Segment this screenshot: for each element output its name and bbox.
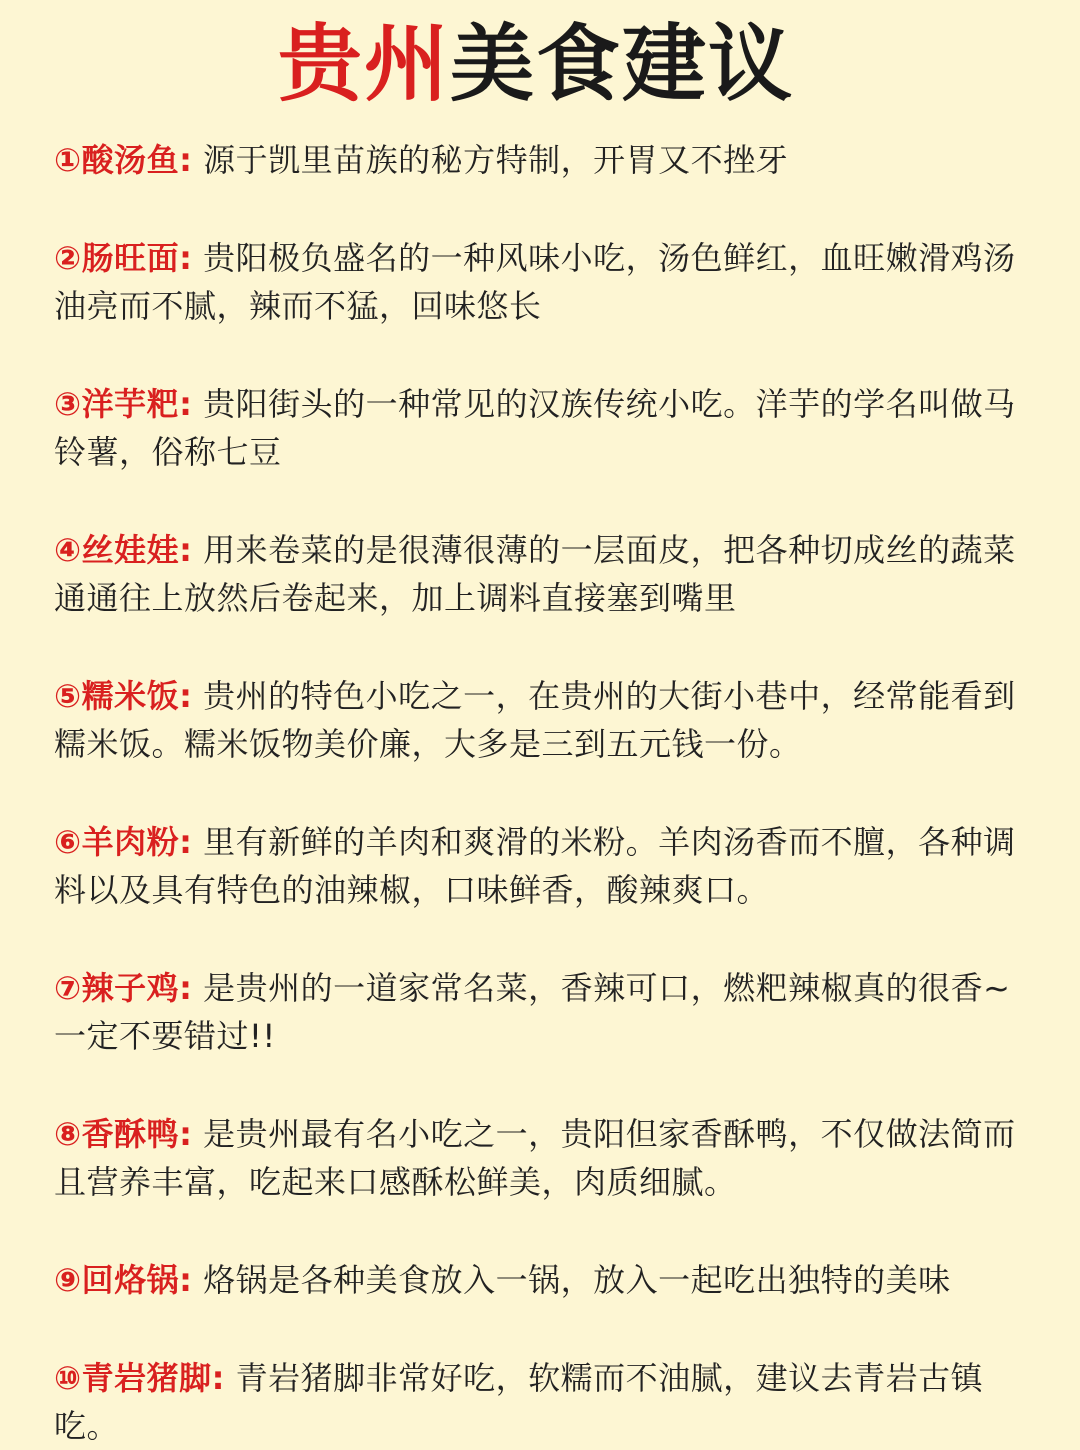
food-item-description: 烙锅是各种美食放入一锅，放入一起吃出独特的美味 (203, 1261, 951, 1299)
food-item-9 (54, 1256, 1018, 1304)
page-title (54, 14, 1018, 114)
food-item-6 (54, 818, 1018, 914)
food-item-description: 用来卷菜的是很薄很薄的一层面皮，把各种切成丝的蔬菜通通往上放然后卷起来，加上调料直接塞到嘴里 (54, 531, 1016, 617)
food-item-label: ⑨回烙锅: (54, 1261, 193, 1299)
food-item-label: ③洋芋粑: (54, 385, 193, 423)
food-item-label: ⑦辣子鸡: (54, 969, 193, 1007)
title-rest: 美食建议 (450, 15, 795, 113)
food-item-description: 青岩猪脚非常好吃，软糯而不油腻，建议去青岩古镇吃。 (54, 1359, 984, 1445)
food-item-label: ⑤糯米饭: (54, 677, 193, 715)
food-item-label: ⑧香酥鸭: (54, 1115, 193, 1153)
food-item-8 (54, 1110, 1018, 1206)
food-item-label: ④丝娃娃: (54, 531, 193, 569)
food-item-1 (54, 136, 1018, 184)
food-item-10 (54, 1354, 1018, 1450)
food-item-description: 贵阳街头的一种常见的汉族传统小吃。洋芋的学名叫做马铃薯，俗称七豆 (54, 385, 1016, 471)
food-item-description: 贵州的特色小吃之一，在贵州的大街小巷中，经常能看到糯米饭。糯米饭物美价廉，大多是三到五元钱一份。 (54, 677, 1016, 763)
food-item-description: 是贵州的一道家常名菜，香辣可口，燃粑辣椒真的很香~一定不要错过!! (54, 969, 1011, 1055)
food-item-description: 贵阳极负盛名的一种风味小吃，汤色鲜红，血旺嫩滑鸡汤油亮而不腻，辣而不猛，回味悠长 (54, 239, 1016, 325)
food-item-label: ⑥羊肉粉: (54, 823, 193, 861)
food-item-description: 是贵州最有名小吃之一，贵阳但家香酥鸭，不仅做法简而且营养丰富，吃起来口感酥松鲜美，肉质细腻。 (54, 1115, 1016, 1201)
food-item-5 (54, 672, 1018, 768)
food-item-description: 里有新鲜的羊肉和爽滑的米粉。羊肉汤香而不膻，各种调料以及具有特色的油辣椒，口味鲜香，酸辣爽口。 (54, 823, 1016, 909)
title-highlight: 贵州 (277, 15, 450, 113)
food-item-label: ①酸汤鱼: (54, 141, 193, 179)
food-item-3 (54, 380, 1018, 476)
food-item-7 (54, 964, 1018, 1060)
food-item-4 (54, 526, 1018, 622)
food-item-2 (54, 234, 1018, 330)
food-item-label: ②肠旺面: (54, 239, 193, 277)
food-item-description: 源于凯里苗族的秘方特制，开胃又不挫牙 (203, 141, 789, 179)
food-item-label: ⑩青岩猪脚: (54, 1359, 225, 1397)
